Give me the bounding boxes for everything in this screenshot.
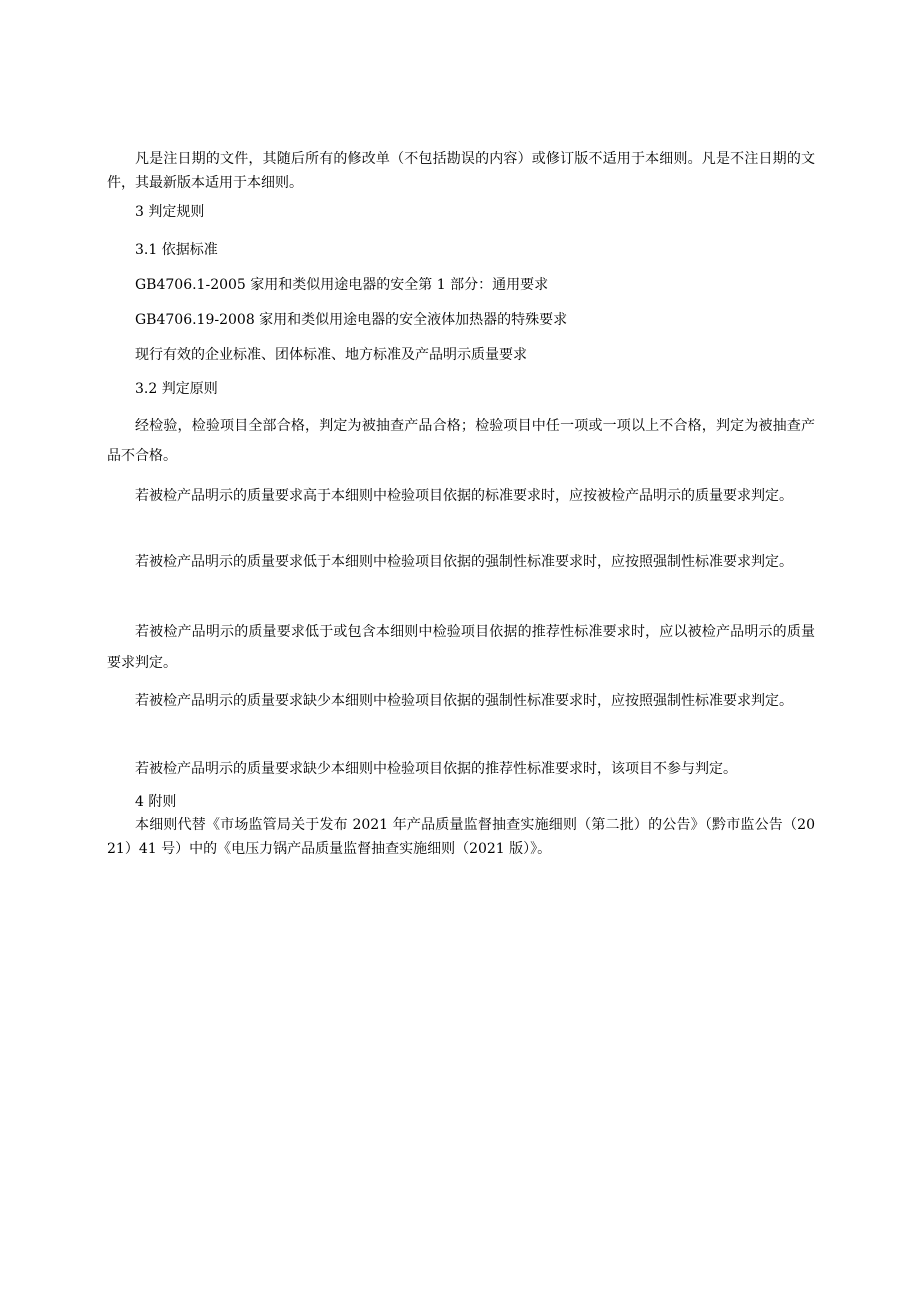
- paragraph-missing-recommended: 若被检产品明示的质量要求缺少本细则中检验项目依据的推荐性标准要求时，该项目不参与判定。: [135, 761, 737, 777]
- paragraph-replacement-notice: 本细则代替《市场监管局关于发布 2021 年产品质量监督抽查实施细则（第二批）的公告》（黔市监公告（2021）41 号）中的《电压力锅产品质量监督抽查实施细则（2021 版）》。: [107, 817, 815, 857]
- paragraph-lower-mandatory: 若被检产品明示的质量要求低于本细则中检验项目依据的强制性标准要求时，应按照强制性标准要求判定。: [135, 554, 793, 570]
- heading-judgment-rules: 3 判定规则: [135, 204, 205, 220]
- standard-item-other: 现行有效的企业标准、团体标准、地方标准及产品明示质量要求: [135, 347, 527, 363]
- heading-judgment-principles: 3.2 判定原则: [135, 381, 218, 397]
- paragraph-higher-requirements: 若被检产品明示的质量要求高于本细则中检验项目依据的标准要求时，应按被检产品明示的质量要求判定。: [135, 488, 793, 504]
- paragraph-dated-references: 凡是注日期的文件，其随后所有的修改单（不包括勘误的内容）或修订版不适用于本细则。凡是不注日期的文件，其最新版本适用于本细则。: [107, 151, 815, 191]
- heading-supplementary-provisions: 4 附则: [135, 794, 177, 810]
- paragraph-inspection-result: 经检验，检验项目全部合格，判定为被抽查产品合格；检验项目中任一项或一项以上不合格，判定为被抽查产品不合格。: [107, 418, 815, 464]
- standard-item-gb4706-1: GB4706.1-2005 家用和类似用途电器的安全第 1 部分：通用要求: [135, 277, 549, 293]
- paragraph-lower-recommended: 若被检产品明示的质量要求低于或包含本细则中检验项目依据的推荐性标准要求时，应以被检产品明示的质量要求判定。: [107, 624, 815, 671]
- heading-basis-standards: 3.1 依据标准: [135, 242, 218, 258]
- standard-item-gb4706-19: GB4706.19-2008 家用和类似用途电器的安全液体加热器的特殊要求: [135, 312, 568, 328]
- paragraph-missing-mandatory: 若被检产品明示的质量要求缺少本细则中检验项目依据的强制性标准要求时，应按照强制性标准要求判定。: [135, 693, 793, 709]
